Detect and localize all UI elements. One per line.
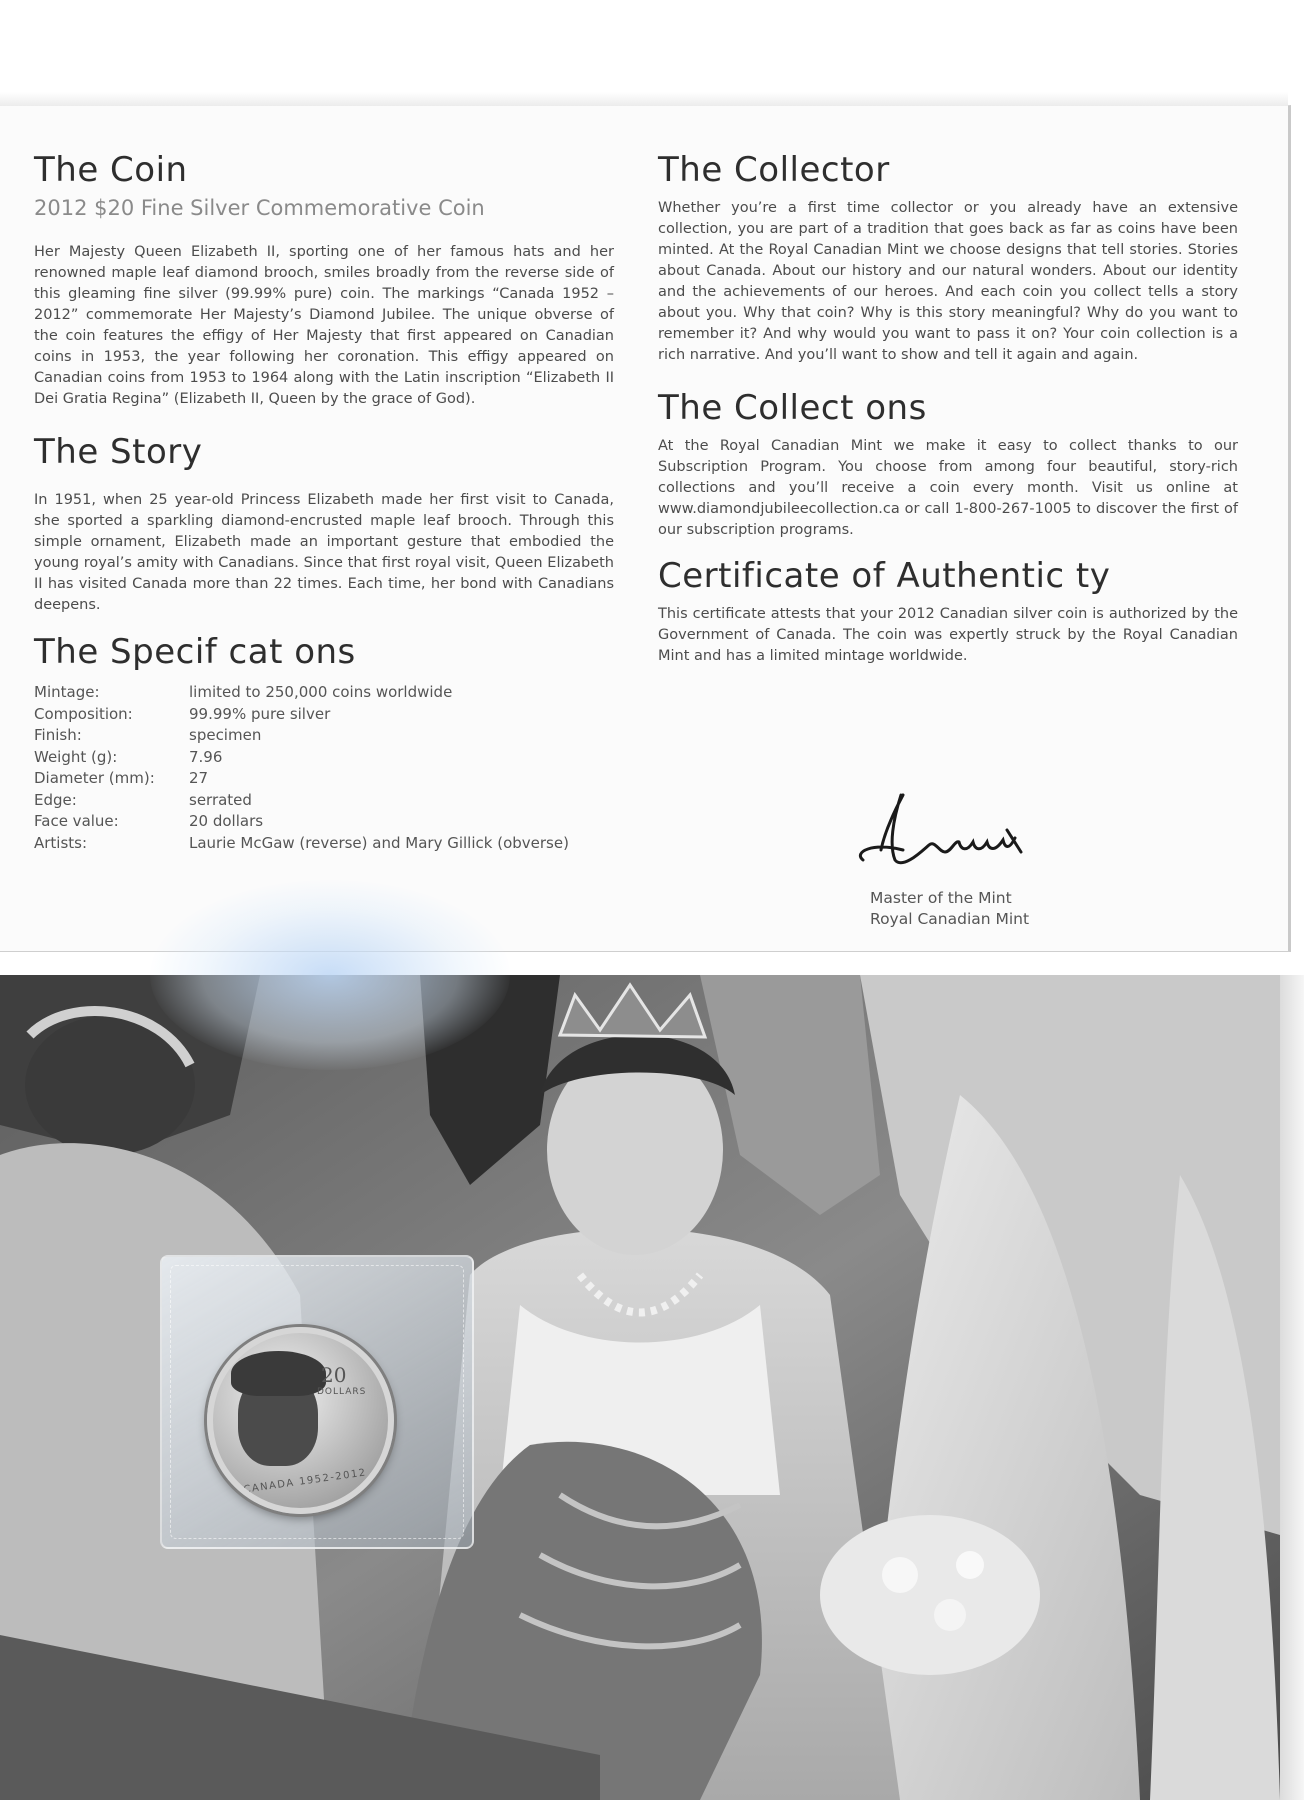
collections-section <box>658 388 1238 541</box>
spec-value: specimen <box>189 726 262 744</box>
coin-legend: CANADA 1952-2012 <box>242 1467 368 1496</box>
spec-label: Face value: <box>34 812 119 830</box>
certificate-card <box>0 105 1291 952</box>
hat-icon <box>231 1351 326 1396</box>
coin-description: Her Majesty Queen Elizabeth II, sporting one of her famous hats and her renowned maple leaf diamond brooch, smiles broadly from the reverse side of this gleaming fine silver (99.99% pure) coin. The markings “Canada 1952 – 2012” commemorate Her Majesty’s Diamond Jubilee. The unique obverse of the coin features the effigy of Her Majesty that first appeared on Canadian coins in 1953, the year following her coronation. This effigy appeared on Canadian coins from 1953 to 1964 along with the Latin inscription “Elizabeth II Dei Gratia Regina” (Elizabeth II, Queen by the grace of God). <box>34 244 614 407</box>
spec-row <box>34 747 614 769</box>
spec-row <box>34 725 614 747</box>
collections-heading: The Collect ons <box>658 388 927 428</box>
spec-row <box>34 704 614 726</box>
coin-heading: The Coin <box>34 150 188 190</box>
spec-label: Diameter (mm): <box>34 769 155 787</box>
spec-value: Laurie McGaw (reverse) and Mary Gillick (obverse) <box>189 833 569 852</box>
signature <box>843 790 1043 875</box>
certificate-heading: Certificate of Authentic ty <box>658 556 1111 596</box>
spec-label: Weight (g): <box>34 747 118 766</box>
spec-row <box>34 790 614 812</box>
coin-subtitle: 2012 $20 Fine Silver Commemorative Coin <box>34 196 485 220</box>
spec-row <box>34 768 614 790</box>
spec-row <box>34 682 614 704</box>
spec-value: 99.99% pure silver <box>189 704 331 723</box>
specifications-list <box>34 682 614 854</box>
coronation-photo <box>0 975 1280 1800</box>
certificate-section <box>658 556 1238 667</box>
spec-label: Edge: <box>34 790 77 809</box>
coin-unit: DOLLARS <box>317 1387 367 1397</box>
coin-denomination: 20 <box>321 1363 347 1387</box>
spec-label: Mintage: <box>34 683 100 701</box>
spec-value: serrated <box>189 790 252 809</box>
story-section <box>34 432 614 616</box>
spec-value: 20 dollars <box>189 812 264 830</box>
story-description: In 1951, when 25 year-old Princess Elizabeth made her first visit to Canada, she sported a sparkling diamond-encrusted maple leaf brooch. Through this simple ornament, Elizabeth made an important gesture that embodied the young royal’s amity with Canadians. Since that first royal visit, Queen Elizabeth II has visited Canada more than 22 times. Each time, her bond with Canadians deepens. <box>34 492 614 613</box>
specifications-section <box>34 632 614 854</box>
silver-coin <box>207 1327 394 1514</box>
folder-edge <box>1280 975 1304 1800</box>
signer-title: Master of the Mint <box>870 889 1012 907</box>
spec-row <box>34 811 614 833</box>
certificate-description: This certificate attests that your 2012 Canadian silver coin is authorized by the Government of Canada. The coin was expertly struck by the Royal Canadian Mint and has a limited mintage worldwide. <box>658 606 1238 664</box>
collections-description: At the Royal Canadian Mint we make it easy to collect thanks to our Subscription Program. You choose from among four beautiful, story-rich collections and you’ll receive a coin every month. Visit us online at www.diamondjubileecollection.ca or call 1-800-267-1005 to discover the first of our subscription programs. <box>658 438 1238 538</box>
card-edge <box>0 92 1288 106</box>
signer-org: Royal Canadian Mint <box>870 910 1030 928</box>
spec-label: Finish: <box>34 726 82 744</box>
coin-holder <box>160 1255 474 1549</box>
signer-block <box>870 888 1029 930</box>
specifications-heading: The Specif cat ons <box>34 632 356 672</box>
spec-label: Artists: <box>34 833 88 852</box>
spec-value: 27 <box>189 769 209 787</box>
collector-section <box>658 150 1238 366</box>
story-heading: The Story <box>34 432 203 472</box>
spec-label: Composition: <box>34 704 133 723</box>
collector-description: Whether you’re a first time collector or you already have an extensive collection, you are part of a tradition that goes back as far as coins have been minted. At the Royal Canadian Mint we choose designs that tell stories. Stories about Canada. About our history and our natural wonders. About our identity and the achievements of our heroes. And each coin you collect tells a story about you. Why that coin? Why is this story meaningful? Why do you want to remember it? And why would you want to pass it on? Your coin collection is a rich narrative. And you’ll want to show and tell it again and again. <box>658 200 1238 363</box>
coin-section <box>34 150 614 410</box>
spec-row <box>34 833 614 855</box>
spec-value: limited to 250,000 coins worldwide <box>189 683 453 701</box>
collector-heading: The Collector <box>658 150 890 190</box>
spec-value: 7.96 <box>189 747 223 766</box>
